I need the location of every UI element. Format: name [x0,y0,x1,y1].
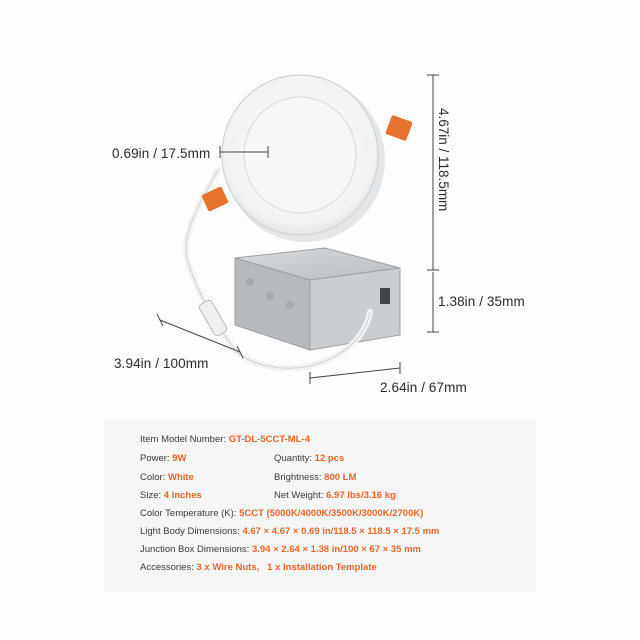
spec-light-body-dimensions: Light Body Dimensions: 4.67 × 4.67 × 0.69 in/118.5 × 118.5 × 17.5 mm [140,526,440,537]
box-height-label: 1.38in / 35mm [438,294,525,309]
specifications-panel [104,420,536,592]
box-width-label: 2.64in / 67mm [380,380,467,395]
spec-size-weight: Size: 4 Inches Net Weight: 6.97 lbs/3.16 kg [140,490,396,501]
spec-power-quantity: Power: 9W Quantity: 12 pcs [140,453,345,464]
spec-junction-box-dimensions: Junction Box Dimensions: 3.94 × 2.64 × 1.38 in/100 × 67 × 35 mm [140,544,421,555]
trim-depth-label: 0.69in / 17.5mm [112,146,211,161]
spec-color-temperature: Color Temperature (K): 5CCT (5000K/4000K/3500K/3000K/2700K) [140,508,424,519]
diameter-label: 4.67in / 118.5mm [436,108,451,212]
spec-model: Item Model Number: GT-DL-5CCT-ML-4 [140,434,310,445]
spring-clip-right [385,115,413,141]
spec-accessories: Accessories: 3 x Wire Nuts, 1 x Installation Template [140,562,377,573]
box-length-label: 3.94in / 100mm [114,356,209,371]
junction-box [235,248,400,350]
cable-connector [198,299,228,337]
spec-color-brightness: Color: White Brightness: 800 LM [140,472,357,483]
downlight-trim [222,75,385,242]
